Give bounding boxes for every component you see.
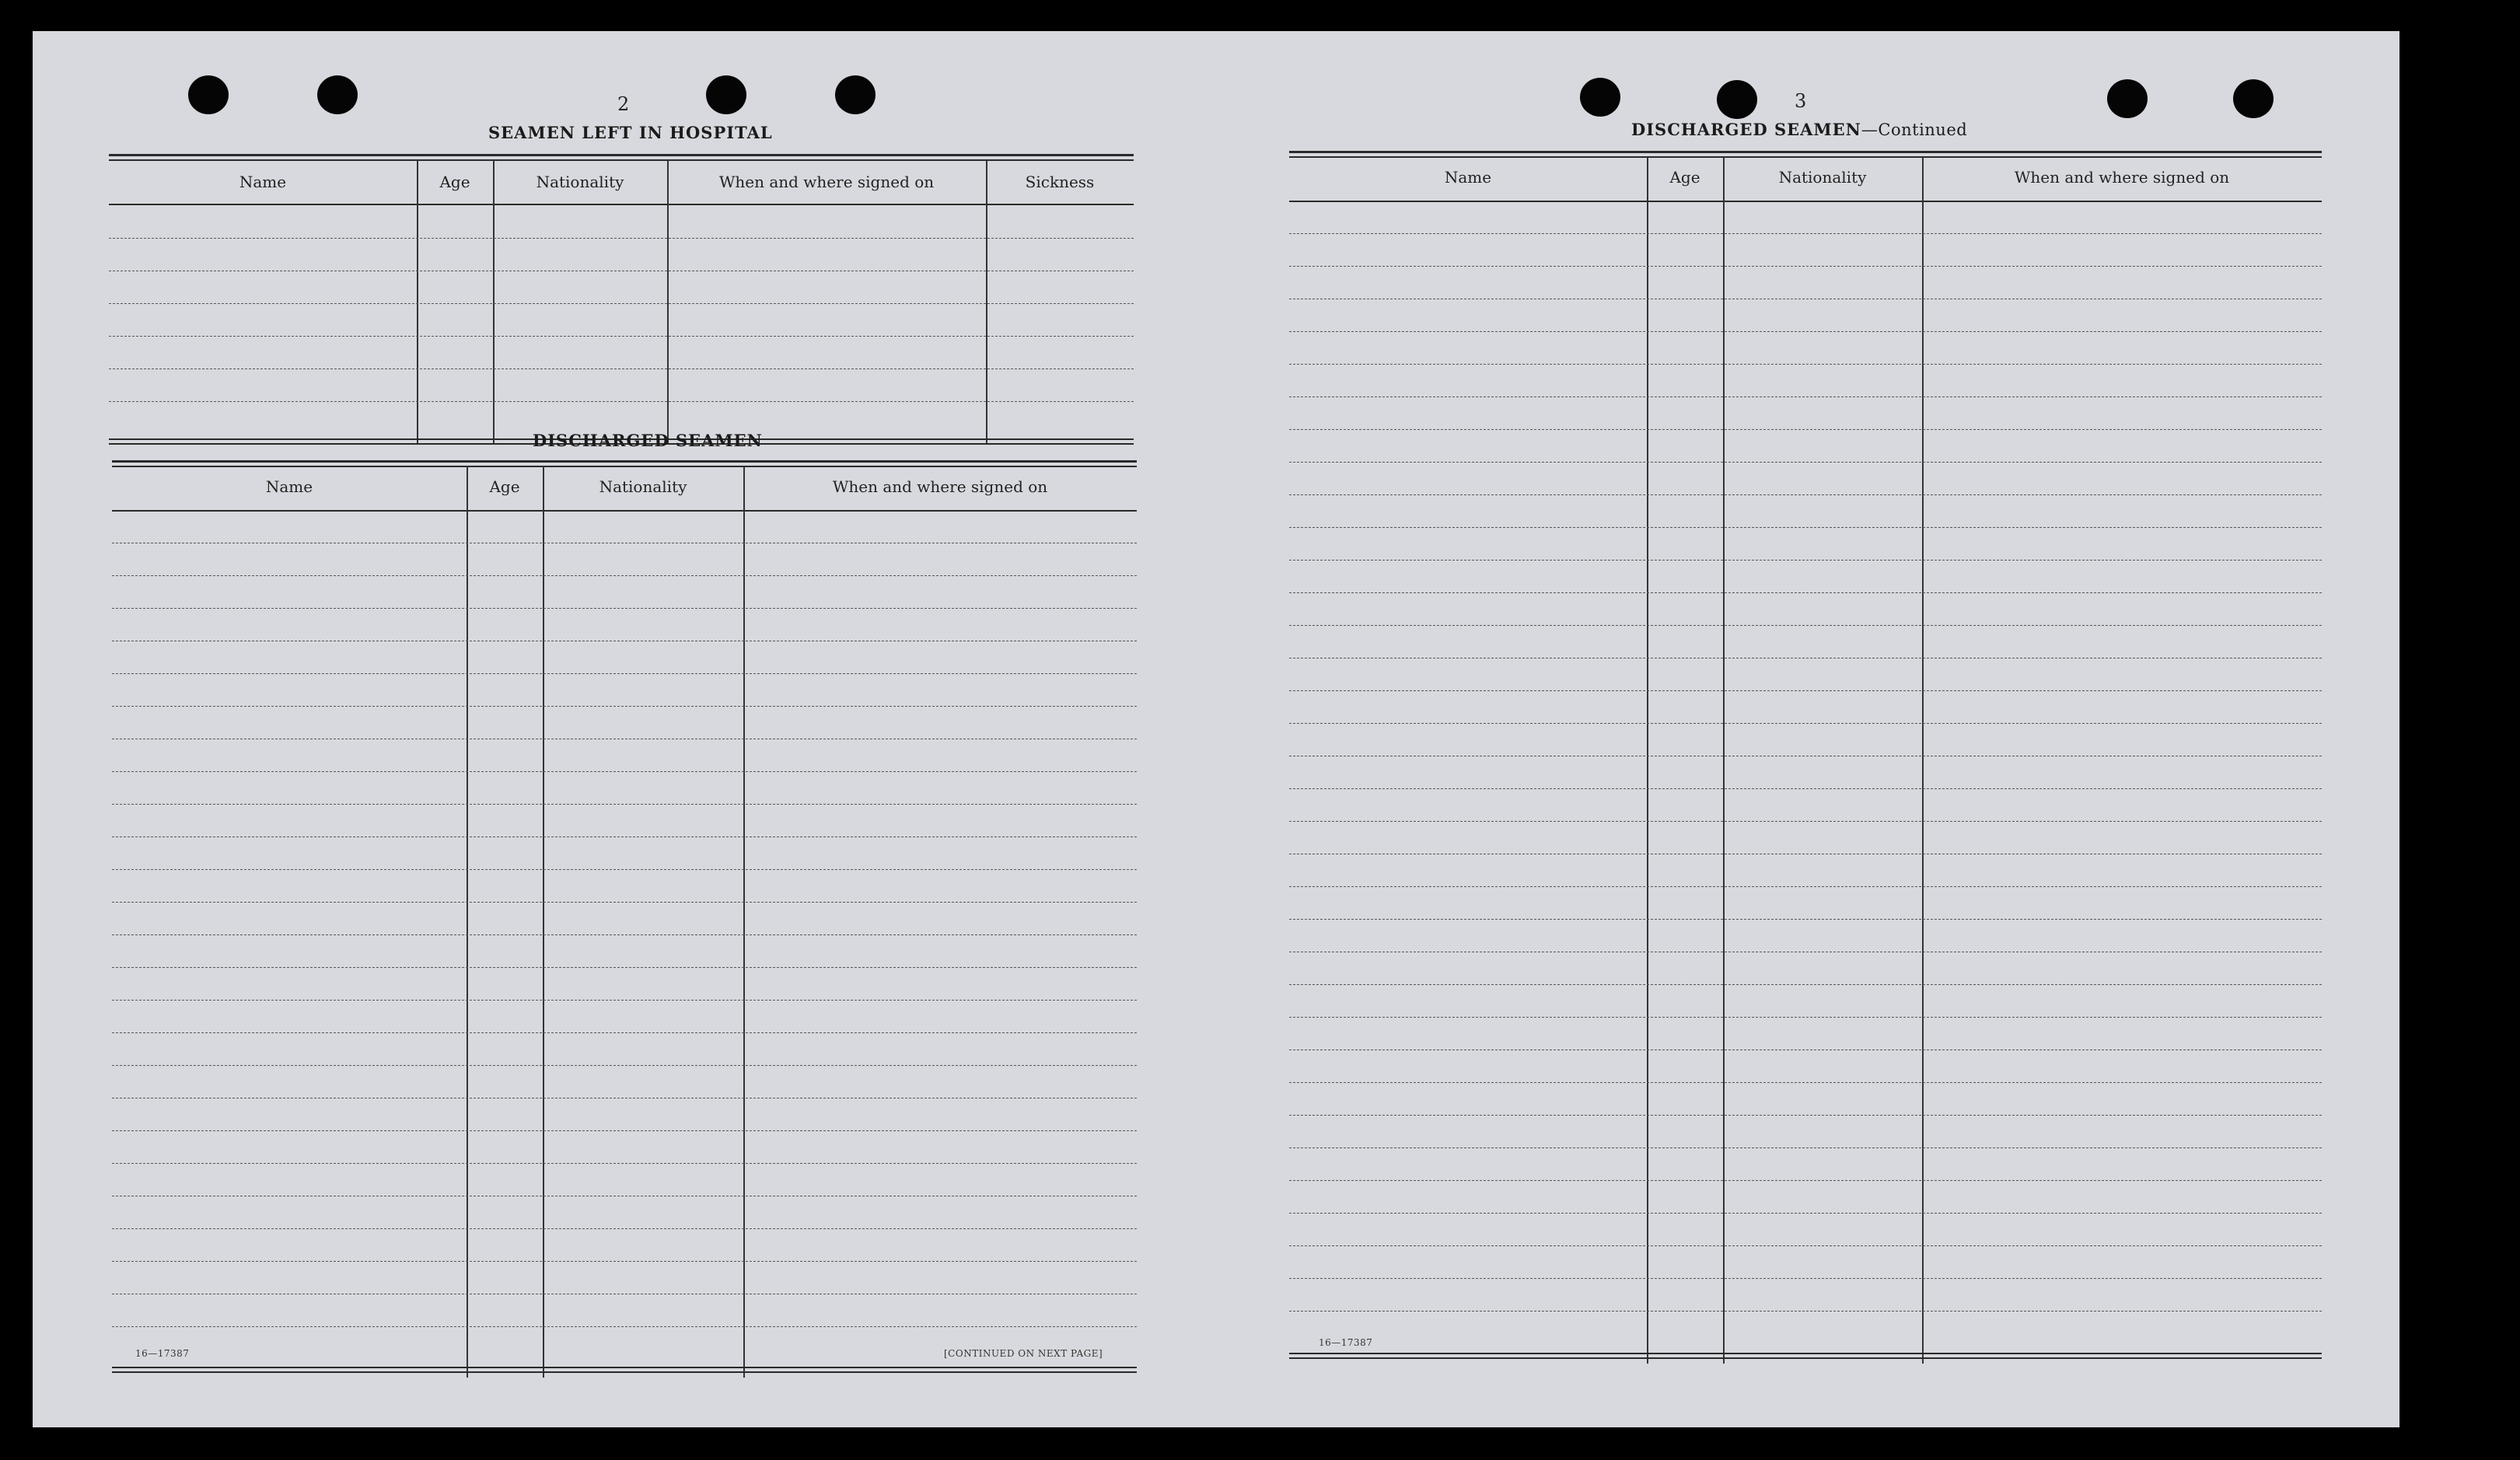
table-row bbox=[1289, 788, 2322, 789]
table-row bbox=[1289, 1180, 2322, 1181]
column-header-age: Age bbox=[439, 173, 470, 191]
table-row bbox=[1289, 821, 2322, 822]
table-row bbox=[112, 1326, 1137, 1327]
table-row bbox=[1289, 1115, 2322, 1116]
table-row bbox=[109, 336, 1134, 337]
table-row bbox=[112, 967, 1137, 968]
table-row bbox=[109, 238, 1134, 239]
discharged-section-title: DISCHARGED SEAMEN bbox=[533, 431, 763, 450]
table-row bbox=[112, 608, 1137, 609]
table-row bbox=[112, 1261, 1137, 1262]
discharged-continued-title bbox=[1631, 120, 1967, 139]
table-row bbox=[112, 934, 1137, 935]
table-row bbox=[1289, 364, 2322, 365]
table-row bbox=[1289, 1213, 2322, 1214]
column-header-name: Name bbox=[239, 173, 287, 191]
discharged-continued-title-main: DISCHARGED SEAMEN bbox=[1631, 120, 1861, 139]
table-row bbox=[1289, 233, 2322, 234]
table-row bbox=[1289, 592, 2322, 593]
table-row bbox=[1289, 723, 2322, 724]
table-row bbox=[112, 706, 1137, 707]
column-header-sickness: Sickness bbox=[1025, 173, 1095, 191]
form-number: 16—17387 bbox=[1319, 1337, 1373, 1348]
table-row bbox=[1289, 429, 2322, 430]
column-header-age: Age bbox=[1669, 168, 1700, 187]
table-row bbox=[112, 575, 1137, 576]
punch-hole bbox=[2107, 79, 2148, 118]
punch-hole bbox=[706, 75, 746, 114]
table-row bbox=[1289, 1311, 2322, 1312]
table-row bbox=[1289, 462, 2322, 463]
table-row bbox=[112, 1065, 1137, 1066]
table-row bbox=[109, 303, 1134, 304]
punch-hole bbox=[1717, 80, 1757, 119]
column-header-name: Name bbox=[265, 477, 313, 496]
punch-hole bbox=[835, 75, 876, 114]
table-row bbox=[1289, 1017, 2322, 1018]
form-number: 16—17387 bbox=[135, 1348, 190, 1359]
table-row bbox=[1289, 919, 2322, 920]
table-row bbox=[1289, 396, 2322, 397]
table-row bbox=[112, 1163, 1137, 1164]
table-row bbox=[109, 401, 1134, 402]
punch-hole bbox=[188, 75, 229, 114]
discharged-continued-table bbox=[1289, 151, 2322, 1364]
table-row bbox=[1289, 1245, 2322, 1246]
continued-note: [CONTINUED ON NEXT PAGE] bbox=[944, 1348, 1103, 1359]
table-row bbox=[1289, 886, 2322, 887]
table-row bbox=[1289, 560, 2322, 561]
table-row bbox=[112, 902, 1137, 903]
table-row bbox=[112, 1032, 1137, 1033]
table-row bbox=[112, 1228, 1137, 1229]
table-row bbox=[112, 869, 1137, 870]
table-row bbox=[1289, 527, 2322, 528]
column-header-name: Name bbox=[1444, 168, 1492, 187]
table-row bbox=[1289, 625, 2322, 626]
table-row bbox=[1289, 1278, 2322, 1279]
punch-hole bbox=[1580, 78, 1620, 117]
column-header-nationality: Nationality bbox=[599, 477, 687, 496]
column-header-nationality: Nationality bbox=[1778, 168, 1867, 187]
table-row bbox=[1289, 266, 2322, 267]
discharged-continued-title-suffix: —Continued bbox=[1861, 121, 1968, 139]
table-row bbox=[1289, 1147, 2322, 1148]
column-header-when-where: When and where signed on bbox=[2014, 168, 2230, 187]
column-header-nationality: Nationality bbox=[536, 173, 624, 191]
column-header-when-where: When and where signed on bbox=[718, 173, 935, 191]
punch-hole bbox=[2233, 79, 2274, 118]
table-row bbox=[1289, 331, 2322, 332]
page-number: 2 bbox=[617, 93, 630, 115]
table-row bbox=[1289, 984, 2322, 985]
page-number: 3 bbox=[1795, 90, 1807, 112]
table-row bbox=[1289, 494, 2322, 495]
table-row bbox=[112, 771, 1137, 772]
document-sheet bbox=[33, 31, 2399, 1427]
table-row bbox=[112, 1130, 1137, 1131]
table-row bbox=[1289, 690, 2322, 691]
hospital-section-title: SEAMEN LEFT IN HOSPITAL bbox=[488, 123, 773, 142]
table-row bbox=[112, 804, 1137, 805]
table-row bbox=[112, 673, 1137, 674]
punch-hole bbox=[317, 75, 358, 114]
column-header-age: Age bbox=[489, 477, 520, 496]
hospital-table bbox=[109, 154, 1134, 443]
table-row bbox=[1289, 1082, 2322, 1083]
table-row bbox=[112, 1000, 1137, 1001]
table-row bbox=[109, 368, 1134, 369]
discharged-table bbox=[112, 460, 1137, 1378]
column-header-when-where: When and where signed on bbox=[832, 477, 1048, 496]
